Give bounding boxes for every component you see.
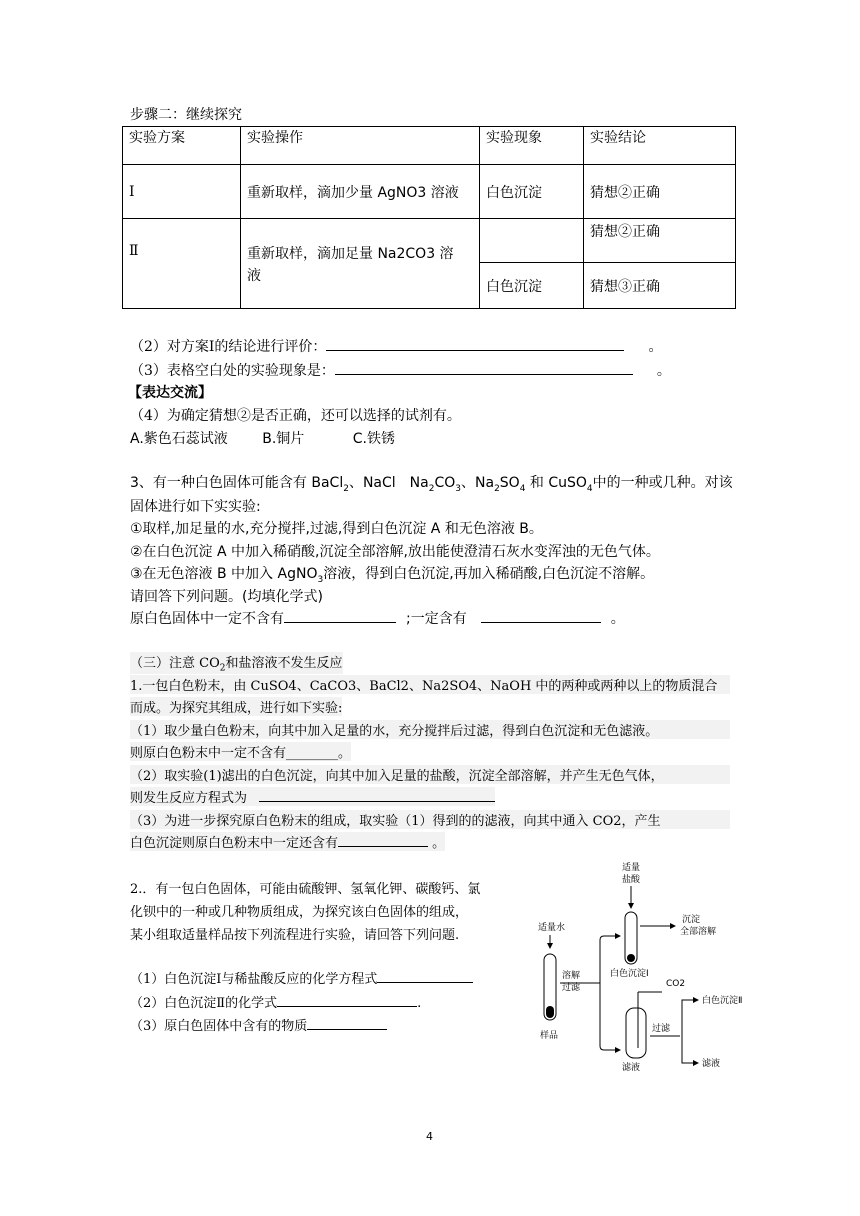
s3-heading-a: （三）注意 CO	[130, 656, 220, 671]
precipitate-1-solid	[627, 954, 635, 962]
option-b: B.铜片	[262, 431, 305, 447]
question-3-answer-blank[interactable]	[335, 360, 633, 375]
row2-phenomenon-blank[interactable]	[480, 219, 584, 263]
equation-blank[interactable]	[259, 787, 495, 802]
must-contain-blank[interactable]	[481, 608, 601, 623]
table-header-operation: 实验操作	[241, 127, 480, 165]
experiment-table	[122, 126, 736, 309]
p2-q1-blank[interactable]	[377, 968, 473, 983]
problem-2-q2	[130, 992, 421, 1011]
sample-solid	[546, 1006, 554, 1018]
problem-3-line3: ①取样,加足量的水,充分搅拌,过滤,得到白色沉淀 A 和无色溶液 B。	[130, 521, 543, 537]
s3-heading-sub: 2	[219, 663, 226, 674]
p2-q3-text: （3）原白色固体中含有的物质	[130, 1019, 308, 1034]
p2-q1-text: （1）白色沉淀Ⅰ与稀盐酸反应的化学方程式	[130, 972, 378, 987]
row2-conclusion-a: 猜想②正确	[584, 219, 736, 263]
filtrate-test-tube	[626, 1008, 646, 1058]
p3-line7-c: 。	[610, 611, 625, 627]
label-filtrate: 滤液	[622, 1063, 641, 1073]
problem-2-q3	[130, 1015, 387, 1034]
p3-line7-b: ;一定含有	[406, 611, 467, 627]
problem-3-line1	[130, 472, 733, 494]
s3-l6-text: 则发生反应方程式为	[130, 791, 248, 806]
s3-l4-text: 则原白色粉末中一定不含有	[130, 746, 287, 761]
p3-sub-3b: 3	[317, 574, 324, 585]
row1-operation-text: 重新取样，滴加少量 AgNO3 溶液	[247, 184, 459, 201]
s3-l8-text: 白色沉淀则原白色粉末中一定还含有	[130, 836, 339, 851]
section-3-line7: （3）为进一步探究原白色粉末的组成，取实验（1）得到的的滤液，向其中通入 CO2，产生	[130, 810, 730, 829]
label-filter-1: 过滤	[562, 983, 581, 993]
question-4: （4）为确定猜想②是否正确，还可以选择的试剂有。	[130, 408, 461, 424]
question-4-options	[130, 428, 395, 448]
s3-l4-blank[interactable]: ________	[286, 746, 339, 761]
arrow-lower	[600, 983, 620, 1050]
p3-line5-b: 溶液，得到白色沉淀,再加入稀硝酸,白色沉淀不溶解。	[323, 566, 655, 582]
row1-plan: Ⅰ	[123, 165, 241, 219]
expression-title: 【表达交流】	[128, 385, 212, 401]
p3-sub-4b: 4	[586, 483, 593, 494]
row2-conclusion-b: 猜想③正确	[584, 263, 736, 309]
problem-2-q1	[130, 968, 473, 987]
label-filtrate-2: 滤液	[702, 1059, 721, 1069]
p3-text-f: 和 CuSO	[525, 475, 587, 491]
label-precipitate-1: 白色沉淀Ⅰ	[610, 969, 649, 979]
section-3-line1: 1.一包白色粉末，由 CuSO4、CaCO3、BaCl2、Na2SO4、NaOH 中的两种或两种以上的物质混合	[130, 675, 730, 694]
section-3-line5: （2）取实验(1)滤出的白色沉淀，向其中加入足量的盐酸，沉淀全部溶解，并产生无色气体，	[130, 765, 730, 784]
row1-operation	[241, 165, 480, 219]
not-contain-blank[interactable]	[284, 608, 396, 623]
label-dissolve: 溶解	[562, 971, 581, 981]
p3-text-a: 3、有一种白色固体可能含有 BaCl	[130, 475, 344, 491]
question-3-text: （3）表格空白处的实验现象是：	[130, 363, 335, 379]
label-filter-2: 过滤	[652, 1024, 671, 1034]
arrow-filtrate-2	[682, 1036, 698, 1063]
option-c: C.铁锈	[352, 431, 395, 447]
p3-text-e: SO	[499, 475, 520, 491]
label-sample: 样品	[540, 1031, 559, 1041]
section-3-heading	[130, 652, 343, 674]
p3-sub-3: 3	[455, 483, 461, 494]
question-2-answer-blank[interactable]	[326, 336, 624, 351]
arrow-precipitate-2	[682, 1000, 698, 1036]
table-header-phenomenon: 实验现象	[480, 127, 584, 165]
row1-conclusion: 猜想②正确	[584, 165, 736, 219]
p3-text-b: 、NaCl Na	[348, 475, 429, 491]
option-a: A.紫色石蕊试液	[130, 431, 228, 447]
label-co2: CO2	[666, 979, 686, 989]
question-2	[130, 336, 662, 356]
still-contain-blank[interactable]	[338, 832, 428, 847]
row2-phenomenon-b: 白色沉淀	[480, 263, 584, 309]
p2-q2-text: （2）白色沉淀Ⅱ的化学式	[130, 996, 278, 1011]
section-3-line3: （1）取少量白色粉末，向其中加入足量的水，充分搅拌后过滤，得到白色沉淀和无色滤液。	[130, 720, 730, 739]
step2-title: 步骤二：继续探究	[130, 107, 242, 123]
question-3	[130, 360, 671, 380]
s3-l8-end: 。	[428, 836, 446, 851]
s3-heading-b: 和盐溶液不发生反应	[225, 656, 343, 671]
s3-l4-end: 。	[338, 746, 352, 761]
p3-line7-a: 原白色固体中一定不含有	[130, 611, 284, 627]
p2-q2-end: .	[417, 996, 422, 1011]
problem-3-line6: 请回答下列问题。(均填化学式)	[130, 589, 323, 605]
row1-phenomenon: 白色沉淀	[480, 165, 584, 219]
question-2-text: （2）对方案Ⅰ的结论进行评价：	[130, 339, 327, 355]
problem-2-line3: 某小组取适量样品按下列流程进行实验，请回答下列问题.	[130, 928, 460, 943]
p3-line5-a: ③在无色溶液 B 中加入 AgNO	[130, 566, 318, 582]
p2-q3-blank[interactable]	[307, 1015, 387, 1030]
problem-3-line2: 固体进行如下实实验:	[130, 499, 261, 515]
table-header-conclusion: 实验结论	[584, 127, 736, 165]
page-number: 4	[426, 1130, 433, 1143]
p3-sub-2b: 2	[428, 483, 435, 494]
problem-2-line1: 2.．有一包白色固体，可能由硫酸钾、氢氧化钾、碳酸钙、氯	[130, 882, 481, 897]
problem-2-line2: 化钡中的一种或几种物质组成，为探究该白色固体的组成，	[130, 905, 469, 920]
problem-3-line5	[130, 563, 654, 585]
row2-operation-line2: 液	[247, 268, 261, 284]
p3-text-c: CO	[434, 475, 456, 491]
p3-sub-2: 2	[343, 483, 349, 494]
p2-q2-blank[interactable]	[277, 992, 417, 1007]
p3-sub-4: 4	[519, 483, 526, 494]
problem-3-line7	[130, 608, 625, 628]
section-3-line4	[130, 742, 351, 761]
row2-operation	[241, 219, 480, 309]
p3-text-g: 中的一种或几种。对该	[592, 475, 733, 491]
section-3-line2: 而成。为探究其组成，进行如下实验:	[130, 697, 342, 716]
label-water: 适量水	[538, 923, 566, 933]
problem-3-line4: ②在白色沉淀 A 中加入稀硝酸,沉淀全部溶解,放出能使澄清石灰水变浑浊的无色气体。	[130, 544, 660, 560]
experiment-flow-diagram	[530, 858, 770, 1073]
label-precipitate-2: 白色沉淀Ⅱ	[702, 996, 743, 1006]
p3-sub-2c: 2	[494, 483, 500, 494]
label-all-dissolve-1: 沉淀	[682, 915, 701, 925]
table-header-plan: 实验方案	[123, 127, 241, 165]
section-3-line6	[130, 787, 495, 806]
row2-operation-line1: 重新取样，滴加足量 Na2CO3 溶	[247, 246, 454, 262]
label-all-dissolve-2: 全部溶解	[680, 927, 717, 937]
p3-text-d: 、Na	[461, 475, 495, 491]
section-3-line8	[130, 832, 445, 851]
label-hcl-2: 盐酸	[622, 875, 641, 885]
question-3-period: 。	[656, 363, 671, 379]
label-hcl-1: 适量	[622, 863, 641, 873]
question-2-period: 。	[648, 339, 663, 355]
row2-plan: Ⅱ	[123, 219, 241, 309]
